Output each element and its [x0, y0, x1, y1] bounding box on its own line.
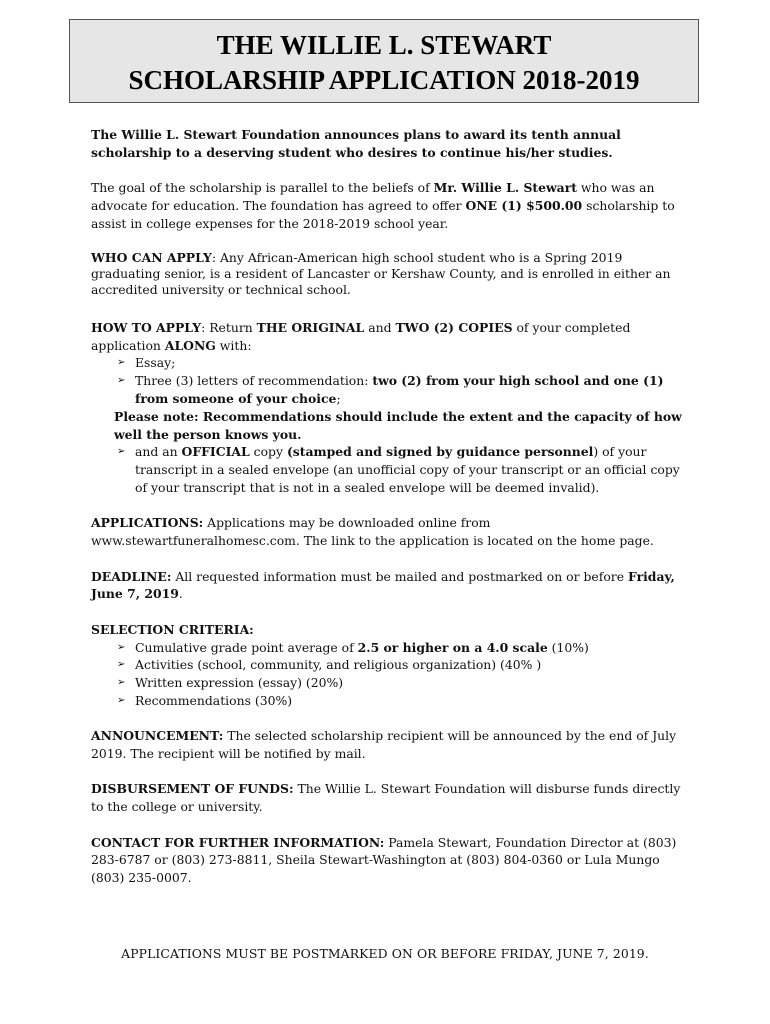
- arrow-bullet-icon: ➢: [117, 641, 126, 653]
- footer-notice: APPLICATIONS MUST BE POSTMARKED ON OR BEFORE FRIDAY, JUNE 7, 2019.: [121, 946, 649, 961]
- contact-label: CONTACT FOR FURTHER INFORMATION:: [91, 834, 385, 850]
- list-item: ➢ Three (3) letters of recommendation: two (2) from your high school and one (1) from someone of your choice;: [117, 373, 664, 406]
- how-to-apply-list: [91, 354, 685, 407]
- announcement-section: [91, 727, 685, 763]
- list-item: ➢ Written expression (essay) (20%): [117, 675, 344, 691]
- how-original: THE ORIGINAL: [256, 319, 365, 335]
- arrow-bullet-icon: ➢: [117, 677, 126, 689]
- deadline-label: DEADLINE:: [91, 568, 172, 584]
- disbursement-text: The Willie L. Stewart Foundation will disburse funds directly to the college or university.: [91, 781, 681, 815]
- title-line-2: SCHOLARSHIP APPLICATION 2018-2019: [128, 65, 640, 95]
- how-copies: TWO (2) COPIES: [395, 319, 513, 335]
- applications-label: APPLICATIONS:: [91, 515, 204, 531]
- selection-criteria-label: SELECTION CRITERIA:: [91, 621, 254, 637]
- arrow-bullet-icon: ➢: [117, 694, 126, 706]
- contact-text: Pamela Stewart, Foundation Director at (803) 283-6787 or (803) 273-8811, Sheila Stewart-Washington at (803) 804-0360 or Lula Mungo (803) 235-0007.: [91, 834, 677, 886]
- announcement-text: The selected scholarship recipient will be announced by the end of July 2019. The recipient will be notified by mail.: [91, 728, 677, 762]
- arrow-bullet-icon: ➢: [117, 357, 126, 369]
- deadline-date: Friday, June 7, 2019: [91, 568, 675, 602]
- arrow-bullet-icon: ➢: [117, 375, 126, 387]
- contact-section: [91, 834, 685, 887]
- goal-paragraph: [91, 179, 685, 232]
- recommendation-note: Please note: Recommendations should include the extent and the capacity of how well the person knows you.: [114, 408, 682, 442]
- how-label: HOW TO APPLY: [91, 319, 202, 335]
- goal-text-3: scholarship to assist in college expenses for the 2018-2019 school year.: [91, 197, 675, 231]
- how-text-3: of your completed application: [91, 319, 631, 353]
- arrow-bullet-icon: ➢: [117, 659, 126, 671]
- title-line-1: THE WILLIE L. STEWART: [216, 30, 552, 60]
- applications-text: Applications may be downloaded online from www.stewartfuneralhomesc.com. The link to the application is located on the home page.: [91, 515, 654, 549]
- how-to-apply-list-continued: [91, 443, 685, 496]
- who-can-apply-section: [91, 250, 685, 298]
- selection-criteria-list: [91, 639, 685, 710]
- arrow-bullet-icon: ➢: [117, 446, 126, 458]
- how-text-2: and: [364, 319, 396, 335]
- how-to-apply-section: [91, 319, 685, 355]
- who-label: WHO CAN APPLY: [91, 250, 212, 266]
- title-box: [69, 19, 699, 103]
- deadline-section: DEADLINE: All requested information must be mailed and postmarked on or before Friday, June 7, 2019.: [91, 568, 675, 602]
- list-item: ➢ Activities (school, community, and religious organization) (40% ): [117, 657, 542, 673]
- deadline-text: All requested information must be mailed and postmarked on or before: [171, 568, 628, 584]
- goal-amount: ONE (1) $500.00: [465, 197, 583, 213]
- list-item: ➢ Cumulative grade point average of 2.5 or higher on a 4.0 scale (10%): [117, 639, 589, 655]
- list-item: ➢ Essay;: [117, 355, 176, 371]
- list-item: ➢ Recommendations (30%): [117, 692, 293, 708]
- applications-section: [91, 514, 685, 550]
- how-text-1: : Return: [201, 319, 257, 335]
- goal-text-1: The goal of the scholarship is parallel to the beliefs of: [91, 180, 434, 196]
- how-text-4: with:: [215, 337, 252, 353]
- how-along: ALONG: [164, 337, 216, 353]
- announcement-label: ANNOUNCEMENT:: [91, 728, 224, 744]
- intro-paragraph: The Willie L. Stewart Foundation announces plans to award its tenth annual scholarship to a deserving student who desires to continue his/her studies.: [91, 127, 621, 160]
- list-item: ➢ and an OFFICIAL copy (stamped and signed by guidance personnel) of your transcript in a sealed envelope (an unofficial copy of your transcript or an official copy of your transcript that is not in a sealed envelope will be deemed invalid).: [117, 444, 680, 495]
- disbursement-label: DISBURSEMENT OF FUNDS:: [91, 781, 294, 797]
- who-text: : Any African-American high school student who is a Spring 2019 graduating senior, is a resident of Lancaster or Kershaw County, and is enrolled in either an accredited university or technical school.: [91, 250, 671, 298]
- goal-text-2: who was an advocate for education. The foundation has agreed to offer: [91, 180, 655, 213]
- document-body: [91, 126, 685, 905]
- goal-name: Mr. Willie L. Stewart: [433, 180, 577, 196]
- disbursement-section: [91, 780, 685, 816]
